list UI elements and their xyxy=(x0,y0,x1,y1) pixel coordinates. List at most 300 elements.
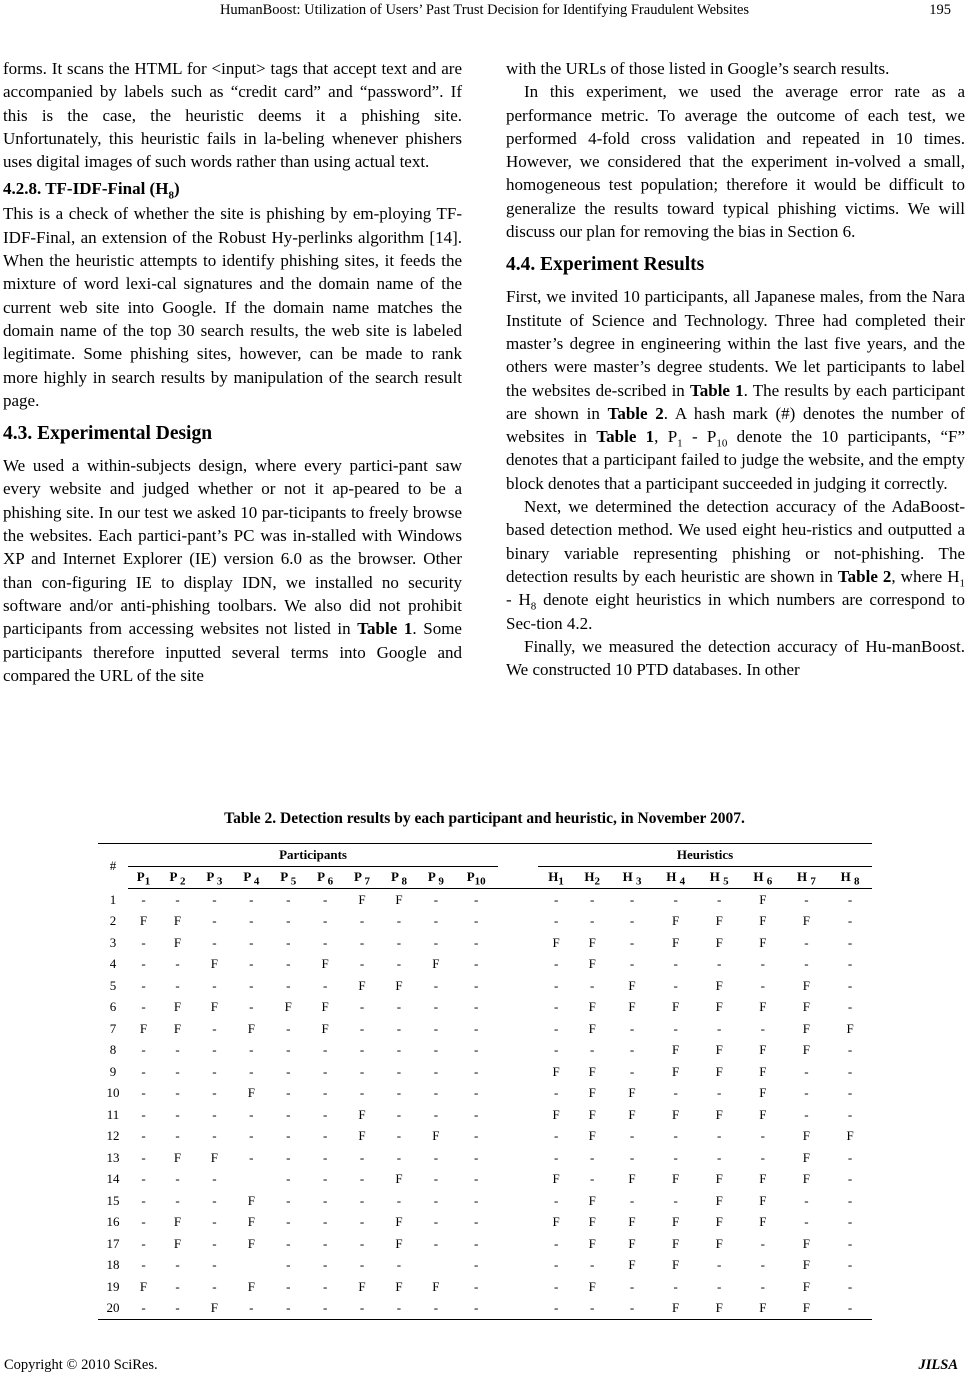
participant-cell: - xyxy=(286,1171,291,1187)
participant-cell: - xyxy=(212,1128,217,1144)
heuristic-cell: - xyxy=(673,1149,678,1165)
participant-cell: - xyxy=(474,1085,479,1101)
participant-cell: - xyxy=(141,1171,146,1187)
table-ref: Table 2 xyxy=(837,566,892,586)
participant-cell: - xyxy=(433,934,439,950)
heuristic-cell: - xyxy=(673,1020,678,1036)
h-col-header xyxy=(741,866,785,889)
column-gap xyxy=(498,1104,538,1126)
participant-cell: - xyxy=(175,956,180,972)
participant-cell: - xyxy=(474,977,479,993)
heuristic-cell: F xyxy=(588,1085,596,1101)
heuristic-cell: - xyxy=(629,1020,635,1036)
participant-cell xyxy=(233,1255,270,1277)
participant-cell: - xyxy=(175,1257,180,1273)
participant-cell: - xyxy=(141,1106,146,1122)
h-col-header xyxy=(697,866,741,889)
participant-cell: - xyxy=(433,1192,439,1208)
participant-cell: F xyxy=(173,1020,182,1036)
paragraph: This is a check of whether the site is phishing by em-ploying TF-IDF-Final, an extension of the Robust Hy-perlinks algorithm [14]. When the heuristic attempts to identify phishing sites, it feeds the mixture of word lexi-cal signatures and the domain name of the current web site into Google. If the domain name matches the domain name of the top 30 search results, the web site is labeled legitimate. Some phishing sites, however, can be made to rank more highly in search results by manipulation of the search result page. xyxy=(3,204,462,410)
participant-cell: - xyxy=(175,977,180,993)
heuristic-cell: - xyxy=(590,977,595,993)
section-heading-4-2-8 xyxy=(3,177,462,200)
right-column xyxy=(506,57,965,681)
subscript: 1 xyxy=(677,437,683,450)
participant-cell: - xyxy=(286,1149,291,1165)
heuristic-cell: F xyxy=(672,1106,680,1122)
participant-cell: - xyxy=(322,1149,328,1165)
participant-cell: - xyxy=(433,1020,439,1036)
heuristic-cell: F xyxy=(759,891,767,907)
participant-cell: - xyxy=(474,1214,479,1230)
participant-cell: - xyxy=(454,1298,498,1320)
heuristic-cell: F xyxy=(672,999,680,1015)
heuristic-cell: - xyxy=(847,1085,853,1101)
participant-cell: - xyxy=(474,956,479,972)
participant-cell: F xyxy=(173,999,182,1015)
participant-cell: - xyxy=(433,1085,439,1101)
participant-cell: - xyxy=(322,913,328,929)
heuristic-cell: - xyxy=(553,999,559,1015)
participant-cell: - xyxy=(474,1278,479,1294)
h-col-header xyxy=(828,866,872,889)
heuristic-cell: - xyxy=(538,1298,574,1320)
participant-cell: - xyxy=(322,1085,328,1101)
heuristic-cell: F xyxy=(802,1042,811,1058)
heuristic-cell: F xyxy=(628,1257,636,1273)
heuristic-cell: F xyxy=(672,1042,680,1058)
participant-cell: - xyxy=(474,1235,479,1251)
heuristic-cell: F xyxy=(715,1171,723,1187)
participant-cell: - xyxy=(322,1128,328,1144)
table-ref: Table 1 xyxy=(357,619,413,639)
participant-cell: - xyxy=(175,1128,180,1144)
participant-cell: - xyxy=(286,1235,291,1251)
participant-cell: - xyxy=(359,934,365,950)
page-number: 195 xyxy=(929,2,951,18)
heuristic-cell: F xyxy=(628,1106,636,1122)
participant-cell: F xyxy=(247,1020,255,1036)
participant-cell: F xyxy=(432,1278,440,1294)
heuristic-cell: - xyxy=(553,891,559,907)
p-col-header xyxy=(381,866,418,889)
heuristic-cell: - xyxy=(629,1278,635,1294)
participant-cell: - xyxy=(141,1214,146,1230)
p-col-header xyxy=(159,866,196,889)
participant-cell: - xyxy=(474,999,479,1015)
col-header-base: H xyxy=(796,869,811,885)
subscript: 10 xyxy=(716,437,728,450)
column-gap xyxy=(498,932,538,954)
heuristic-cell: F xyxy=(552,934,560,950)
row-number: 15 xyxy=(106,1192,120,1208)
copyright-notice: Copyright © 2010 SciRes. xyxy=(4,1357,158,1373)
participant-cell: - xyxy=(359,1171,365,1187)
row-number: 17 xyxy=(106,1235,120,1251)
participant-cell: - xyxy=(474,1128,479,1144)
heuristic-cell: F xyxy=(552,1106,560,1122)
participant-cell: F xyxy=(358,1278,366,1294)
participant-cell: - xyxy=(233,1298,270,1320)
participant-cell: F xyxy=(395,1235,403,1251)
participant-cell: - xyxy=(322,977,328,993)
p-col-header xyxy=(128,866,159,889)
participant-cell: - xyxy=(286,1106,291,1122)
col-header-base: H xyxy=(709,869,724,885)
column-gap xyxy=(498,844,538,867)
participant-cell: F xyxy=(247,1214,255,1230)
participant-cell: - xyxy=(396,1085,402,1101)
column-gap xyxy=(498,1298,538,1320)
participant-cell: - xyxy=(175,1042,180,1058)
column-gap xyxy=(498,975,538,997)
col-header-base: H xyxy=(666,869,680,885)
participant-cell: - xyxy=(286,1257,291,1273)
participant-cell: - xyxy=(212,1106,217,1122)
heuristic-cell: - xyxy=(847,1278,853,1294)
heuristic-cell: F xyxy=(802,1171,811,1187)
heuristic-cell: - xyxy=(553,1192,559,1208)
participant-cell: - xyxy=(433,1214,439,1230)
heuristic-cell: F xyxy=(715,1106,723,1122)
participant-cell: - xyxy=(359,913,365,929)
heuristic-cell: - xyxy=(574,1298,610,1320)
col-header-sub: 1 xyxy=(144,875,151,888)
participant-cell: - xyxy=(212,1063,217,1079)
participant-cell: - xyxy=(474,1257,479,1273)
participant-cell: - xyxy=(141,1235,146,1251)
heuristic-cell: - xyxy=(629,1149,635,1165)
participant-cell: - xyxy=(286,891,291,907)
col-header-sub: 5 xyxy=(723,875,729,888)
running-title: HumanBoost: Utilization of Users’ Past Trust Decision for Identifying Fraudulent Websites xyxy=(219,2,750,18)
heuristic-cell: - xyxy=(629,1192,635,1208)
participant-cell: - xyxy=(212,1192,217,1208)
heuristic-cell: - xyxy=(553,913,559,929)
heuristics-header: Heuristics xyxy=(538,844,872,867)
col-header-base: P xyxy=(280,869,291,885)
column-gap xyxy=(498,1212,538,1234)
heuristic-cell: - xyxy=(804,1106,809,1122)
heading-subscript: 8 xyxy=(168,189,174,202)
participant-cell: - xyxy=(433,977,439,993)
column-gap xyxy=(498,954,538,976)
participant-cell: - xyxy=(474,891,479,907)
heuristic-cell: - xyxy=(590,913,595,929)
participant-cell: - xyxy=(175,1278,180,1294)
participant-cell: - xyxy=(286,1020,291,1036)
heuristic-cell: - xyxy=(760,1278,765,1294)
participant-cell: - xyxy=(212,1214,217,1230)
participant-cell: - xyxy=(433,1235,439,1251)
participant-cell: - xyxy=(474,1063,479,1079)
table-row xyxy=(98,1190,872,1212)
participant-cell: - xyxy=(212,1085,217,1101)
p-col-header xyxy=(233,866,270,889)
participant-cell: F xyxy=(210,1149,219,1165)
participant-cell: F xyxy=(210,956,219,972)
h-col-header xyxy=(654,866,698,889)
heuristic-cell: F xyxy=(759,1063,767,1079)
h-col-header xyxy=(785,866,829,889)
participant-cell: - xyxy=(359,1235,365,1251)
col-header-base: P xyxy=(466,869,475,885)
col-header-base: P xyxy=(390,869,402,885)
heuristic-cell: F xyxy=(802,1235,811,1251)
heuristic-cell: - xyxy=(629,1063,635,1079)
col-header-sub: 7 xyxy=(810,875,816,888)
heuristic-cell: - xyxy=(629,1042,635,1058)
participant-cell: - xyxy=(396,1149,402,1165)
heuristic-cell: F xyxy=(715,934,723,950)
heuristic-cell: - xyxy=(553,1278,559,1294)
heuristic-cell: - xyxy=(590,1149,595,1165)
participant-cell xyxy=(417,1255,454,1277)
col-header-base: P xyxy=(427,869,439,885)
heuristic-cell: - xyxy=(629,1128,635,1144)
heuristic-cell: F xyxy=(628,999,636,1015)
heuristic-cell: F xyxy=(759,913,767,929)
participant-cell: - xyxy=(212,1235,217,1251)
heuristic-cell: F xyxy=(672,913,680,929)
participant-cell: - xyxy=(159,1298,196,1320)
heuristic-cell: F xyxy=(588,1106,596,1122)
h-col-header xyxy=(538,866,574,889)
participant-cell: - xyxy=(322,1106,328,1122)
heuristic-cell: F xyxy=(588,1192,596,1208)
heuristic-cell: F xyxy=(588,1278,596,1294)
participant-cell: F xyxy=(173,1149,182,1165)
heuristic-cell: F xyxy=(588,1063,596,1079)
participant-cell: - xyxy=(286,1042,291,1058)
participant-cell: - xyxy=(396,1106,402,1122)
participant-cell: - xyxy=(175,1192,180,1208)
participant-cell: - xyxy=(433,891,439,907)
table-row xyxy=(98,975,872,997)
heuristic-cell: F xyxy=(552,1214,560,1230)
table-row xyxy=(98,1255,872,1277)
participant-cell: - xyxy=(359,1257,365,1273)
heuristic-cell: F xyxy=(802,1257,811,1273)
participant-cell: - xyxy=(286,1063,291,1079)
participant-cell: - xyxy=(141,977,146,993)
heuristic-cell: - xyxy=(828,1298,872,1320)
participant-cell: - xyxy=(344,1298,381,1320)
participant-cell: - xyxy=(396,1063,402,1079)
table-row xyxy=(98,1147,872,1169)
row-number: 4 xyxy=(109,956,117,972)
heuristic-cell: F xyxy=(715,913,723,929)
participant-cell: - xyxy=(249,956,254,972)
heuristic-cell: F xyxy=(588,956,596,972)
participant-cell: - xyxy=(212,1020,217,1036)
heuristic-cell: - xyxy=(804,1214,809,1230)
participant-cell: F xyxy=(139,1278,148,1294)
participant-cell: - xyxy=(175,1085,180,1101)
table-row xyxy=(98,1083,872,1105)
heuristic-cell: - xyxy=(553,1257,559,1273)
heuristic-cell: F xyxy=(741,1298,785,1320)
participant-cell: F xyxy=(432,1128,440,1144)
heuristic-cell: - xyxy=(760,1235,765,1251)
participant-cell: - xyxy=(396,999,402,1015)
heuristic-cell: - xyxy=(804,1192,809,1208)
row-number: 6 xyxy=(109,999,117,1015)
participant-cell: F xyxy=(395,1278,403,1294)
participant-cell: F xyxy=(358,977,366,993)
column-gap xyxy=(498,1276,538,1298)
text-run: . The results by each participant are shown in xyxy=(506,380,965,423)
heuristic-cell: - xyxy=(847,956,853,972)
heuristic-cell: F xyxy=(715,1063,723,1079)
heuristic-cell: - xyxy=(760,1020,765,1036)
col-header-sub: 8 xyxy=(401,875,407,888)
hash-header: # xyxy=(109,858,117,874)
col-header-sub: 8 xyxy=(854,875,860,888)
heuristic-cell: F xyxy=(759,1106,767,1122)
col-header-base: P xyxy=(317,869,328,885)
participant-cell: - xyxy=(474,934,479,950)
participant-cell: - xyxy=(249,891,254,907)
participant-cell: - xyxy=(359,1020,365,1036)
heuristic-cell: - xyxy=(760,1128,765,1144)
heuristic-cell: - xyxy=(553,1020,559,1036)
heuristic-cell: - xyxy=(629,913,635,929)
text-run: . Some participants therefore inputted several terms into Google and compared the URL of the site xyxy=(3,619,462,685)
col-header-sub: 2 xyxy=(180,875,186,888)
heuristic-cell: - xyxy=(673,1278,678,1294)
column-gap xyxy=(498,1190,538,1212)
participant-cell: - xyxy=(359,1149,365,1165)
col-header-base: P xyxy=(136,869,145,885)
participant-cell: F xyxy=(321,999,329,1015)
heuristic-cell: F xyxy=(846,1020,854,1036)
table-body xyxy=(98,889,872,1320)
p-col-header xyxy=(344,866,381,889)
row-number: 9 xyxy=(109,1063,117,1079)
heuristic-cell: - xyxy=(629,891,635,907)
heuristic-cell: - xyxy=(717,956,722,972)
col-header-sub: 4 xyxy=(679,875,686,888)
participant-cell: - xyxy=(249,934,254,950)
heuristic-cell: - xyxy=(717,1020,722,1036)
heuristic-cell: - xyxy=(847,934,853,950)
row-number: 20 xyxy=(98,1298,128,1320)
participant-cell: - xyxy=(396,934,402,950)
participant-cell: - xyxy=(307,1298,344,1320)
heuristic-cell: F xyxy=(759,934,767,950)
heuristic-cell: - xyxy=(760,1257,765,1273)
table-row xyxy=(98,997,872,1019)
participant-cell: - xyxy=(322,1063,328,1079)
participant-cell: - xyxy=(359,1063,365,1079)
column-gap xyxy=(498,1018,538,1040)
heuristic-cell: - xyxy=(673,977,678,993)
participant-cell: - xyxy=(141,1192,146,1208)
participants-header: Participants xyxy=(128,844,498,867)
participant-cell: - xyxy=(212,891,217,907)
heuristic-cell: F xyxy=(715,1214,723,1230)
heuristic-cell: - xyxy=(717,891,722,907)
participant-cell: - xyxy=(286,934,291,950)
participant-cell: - xyxy=(474,1020,479,1036)
participant-cell: - xyxy=(212,913,217,929)
participant-cell: F xyxy=(210,999,219,1015)
heuristic-cell: F xyxy=(785,1298,829,1320)
column-gap xyxy=(498,997,538,1019)
heuristic-cell: F xyxy=(628,1085,636,1101)
col-header-sub: 2 xyxy=(594,875,600,888)
heading-text: 4.2.8. TF-IDF-Final (H xyxy=(3,179,169,199)
heuristic-cell: - xyxy=(847,999,853,1015)
participant-cell: - xyxy=(175,891,180,907)
heuristic-cell: F xyxy=(588,1235,596,1251)
column-gap xyxy=(498,1147,538,1169)
participant-cell: F xyxy=(247,1235,255,1251)
column-gap xyxy=(498,1040,538,1062)
table-row xyxy=(98,1018,872,1040)
participant-cell: - xyxy=(433,1106,439,1122)
participant-cell: - xyxy=(249,999,254,1015)
heuristic-cell: - xyxy=(847,977,853,993)
heuristic-cell: F xyxy=(759,1171,767,1187)
heuristic-cell: F xyxy=(715,1235,723,1251)
participant-cell: - xyxy=(141,1257,146,1273)
participant-cell: - xyxy=(141,1042,146,1058)
heuristic-cell: - xyxy=(847,1257,853,1273)
text-run: We used a within-subjects design, where every partici-pant saw every website and judged whether or not it ap-peared to be a phishing site. In our test we asked 10 par-ticipants to freely browse the websites. Each partici-pant’s PC was in-stalled with Windows XP and Internet Explorer (IE) version 6.0 as the browser. Other than con-figuring IE to display IDN, we installed no security software and/or anti-phishing toolbars. We also did not prohibit participants from accessing websites not listed in xyxy=(3,456,462,639)
participant-cell: F xyxy=(432,956,440,972)
heuristic-cell: F xyxy=(672,1214,680,1230)
row-number: 7 xyxy=(109,1020,117,1036)
heuristic-cell: F xyxy=(759,1042,767,1058)
heuristic-cell: - xyxy=(760,1149,765,1165)
participant-cell: - xyxy=(212,934,217,950)
heuristic-cell: - xyxy=(673,891,678,907)
participant-cell: F xyxy=(395,1171,403,1187)
participant-cell: - xyxy=(474,913,479,929)
heuristic-cell: - xyxy=(760,956,765,972)
participant-cell: - xyxy=(396,913,402,929)
heuristic-cell: - xyxy=(553,1149,559,1165)
column-gap xyxy=(498,1233,538,1255)
participant-cell: - xyxy=(359,1214,365,1230)
heuristic-cell: - xyxy=(590,1042,595,1058)
participant-cell: - xyxy=(359,1192,365,1208)
participant-cell: F xyxy=(395,977,403,993)
participant-cell: - xyxy=(141,1085,146,1101)
table-row xyxy=(98,1040,872,1062)
heuristic-cell: - xyxy=(847,1171,853,1187)
heuristic-cell: - xyxy=(847,891,853,907)
heuristic-cell: F xyxy=(802,977,811,993)
text-run: . A hash mark (#) denotes the number of websites in xyxy=(506,403,965,447)
heuristic-cell: - xyxy=(553,977,559,993)
heuristic-cell: F xyxy=(759,1192,767,1208)
participant-cell: F xyxy=(173,1235,182,1251)
p-col-header xyxy=(196,866,233,889)
heuristic-cell: F xyxy=(802,913,811,929)
row-number: 2 xyxy=(109,913,117,929)
participant-cell: - xyxy=(286,1085,291,1101)
column-gap xyxy=(498,1126,538,1148)
table-row xyxy=(98,889,872,911)
participant-cell: - xyxy=(141,1149,146,1165)
running-header xyxy=(0,2,969,24)
participant-cell: F xyxy=(139,913,148,929)
participant-cell: - xyxy=(433,1042,439,1058)
participant-cell: - xyxy=(249,1042,254,1058)
